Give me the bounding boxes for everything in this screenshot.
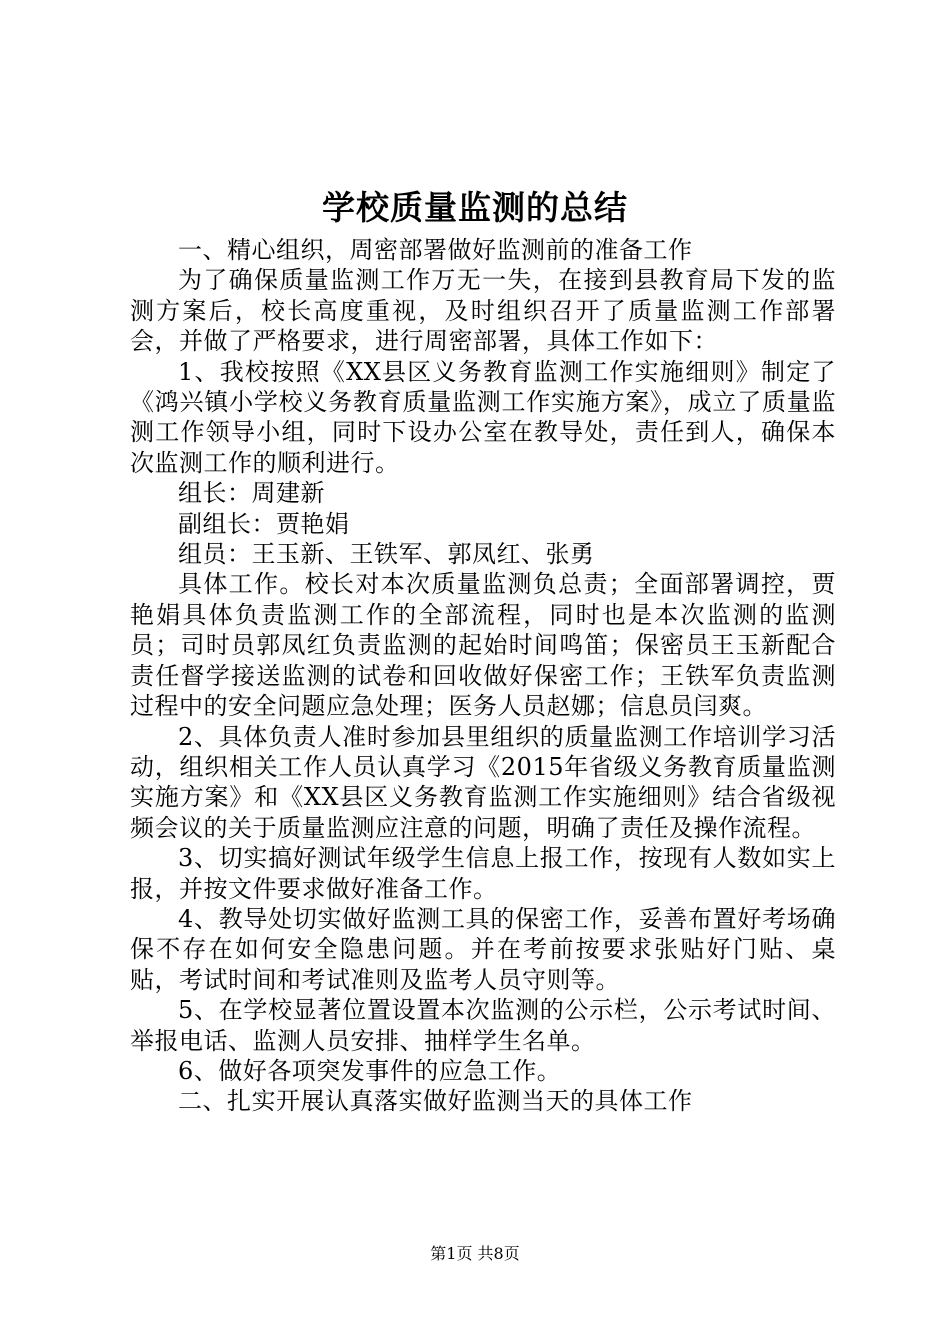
members-line: 组员：王玉新、王铁军、郭凤红、张勇 <box>178 540 595 569</box>
document-body <box>130 235 836 1117</box>
paragraph-item-3: 3、切实搞好测试年级学生信息上报工作，按现有人数如实上报，并按文件要求做好准备工作。 <box>130 844 836 903</box>
paragraph-item-4: 4、教导处切实做好监测工具的保密工作，妥善布置好考场确保不存在如何安全隐患问题。并在考前按要求张贴好门贴、桌贴，考试时间和考试准则及监考人员守则等。 <box>130 904 836 994</box>
paragraph-item-2: 2、具体负责人准时参加县里组织的质量监测工作培训学习活动，组织相关工作人员认真学习《2015年省级义务教育质量监测实施方案》和《XX县区义务教育监测工作实施细则》结合省级视频会议的关于质量监测应注意的问题，明确了责任及操作流程。 <box>130 722 836 842</box>
paragraph-item-6: 6、做好各项突发事件的应急工作。 <box>178 1056 562 1085</box>
paragraph-duties: 具体工作。校长对本次质量监测负总责；全面部署调控，贾艳娟具体负责监测工作的全部流程，同时也是本次监测的监测员；司时员郭凤红负责监测的起始时间鸣笛；保密员王玉新配合责任督学接送监测的试卷和回收做好保密工作；王铁军负责监测过程中的安全问题应急处理；医务人员赵娜；信息员闫爽。 <box>130 570 836 721</box>
document-title: 学校质量监测的总结 <box>322 188 628 227</box>
page-footer: 第1页 共8页 <box>430 1244 520 1263</box>
leader-line: 组长：周建新 <box>178 479 325 508</box>
section-heading-1: 一、精心组织，周密部署做好监测前的准备工作 <box>178 236 693 264</box>
section-heading-2: 二、扎实开展认真落实做好监测当天的具体工作 <box>178 1087 693 1116</box>
deputy-leader-line: 副组长：贾艳娟 <box>178 509 350 538</box>
paragraph-intro: 为了确保质量监测工作万无一失，在接到县教育局下发的监测方案后，校长高度重视，及时组织召开了质量监测工作部署会，并做了严格要求，进行周密部署，具体工作如下： <box>130 266 836 356</box>
paragraph-item-5: 5、在学校显著位置设置本次监测的公示栏，公示考试时间、举报电话、监测人员安排、抽样学生名单。 <box>130 996 836 1055</box>
paragraph-item-1: 1、我校按照《XX县区义务教育监测工作实施细则》制定了《鸿兴镇小学校义务教育质量监测工作实施方案》，成立了质量监测工作领导小组，同时下设办公室在教导处，责任到人，确保本次监测工作的顺利进行。 <box>130 357 836 477</box>
